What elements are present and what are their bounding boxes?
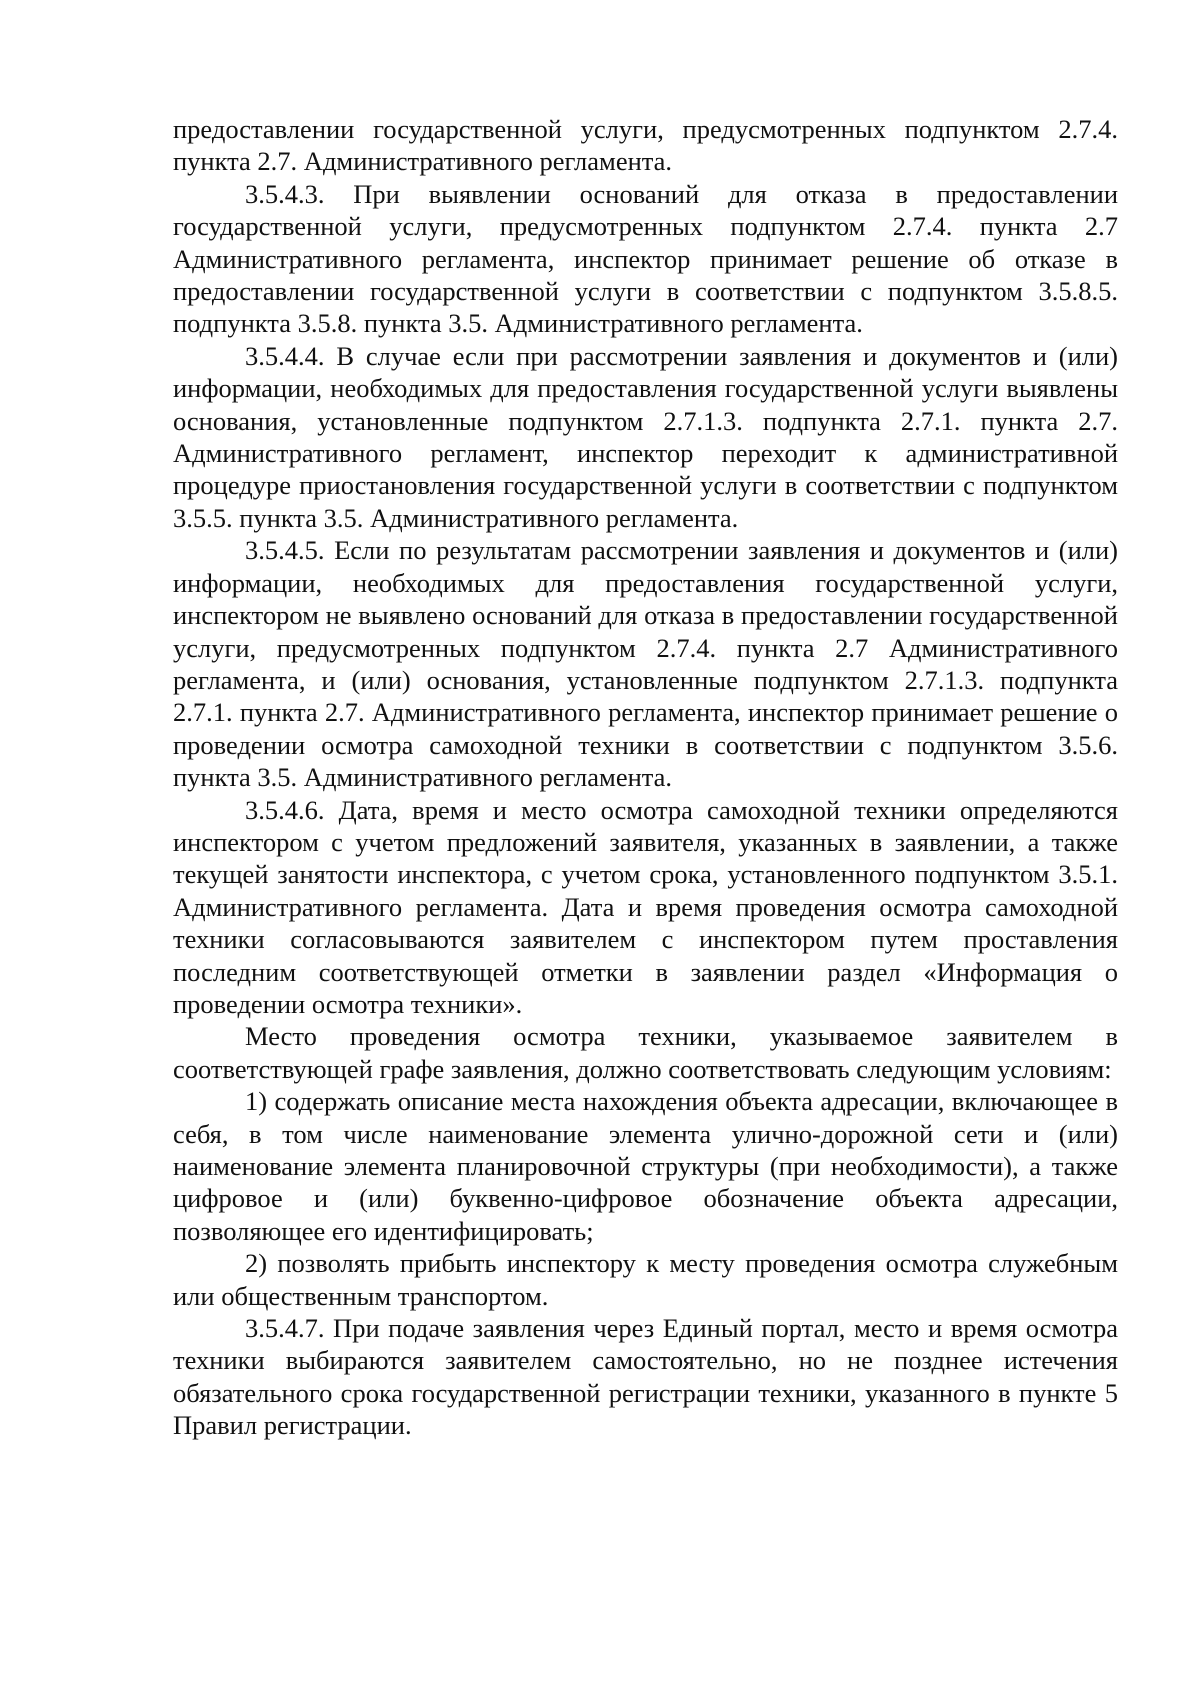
paragraph-3-5-4-3: 3.5.4.3. При выявлении оснований для отказа в предоставлении государственной услуги, предусмотренных подпунктом 2.7.4. пункта 2.7 Административного регламента, инспектор принимает решение об отказе в предоставлении государственной услуги в соответствии с подпунктом 3.5.8.5. подпункта 3.5.8. пункта 3.5. Административного регламента. (173, 178, 1118, 339)
paragraph-continuation: предоставлении государственной услуги, предусмотренных подпунктом 2.7.4. пункта 2.7. Административного регламента. (173, 114, 1118, 177)
paragraph-3-5-4-4: 3.5.4.4. В случае если при рассмотрении заявления и документов и (или) информации, необходимых для предоставления государственной услуги выявлены основания, установленные подпунктом 2.7.1.3. подпункта 2.7.1. пункта 2.7. Административного регламент, инспектор переходит к административной процедуре приостановления государственной услуги в соответствии с подпунктом 3.5.5. пункта 3.5. Административного регламента. (173, 340, 1118, 533)
document-body (173, 113, 1118, 1442)
paragraph-3-5-4-6: 3.5.4.6. Дата, время и место осмотра самоходной техники определяются инспектором с учетом предложений заявителя, указанных в заявлении, а также текущей занятости инспектора, с учетом срока, установленного подпунктом 3.5.1. Административного регламента. Дата и время проведения осмотра самоходной техники согласовываются заявителем с инспектором путем проставления последним соответствующей отметки в заявлении раздел «Информация о проведении осмотра техники». (173, 794, 1118, 1019)
list-item-1: 1) содержать описание места нахождения объекта адресации, включающее в себя, в том числе наименование элемента улично-дорожной сети и (или) наименование элемента планировочной структуры (при необходимости), а также цифровое и (или) буквенно-цифровое обозначение объекта адресации, позволяющее его идентифицировать; (173, 1086, 1118, 1246)
paragraph-inspection-place: Место проведения осмотра техники, указываемое заявителем в соответствующей графе заявления, должно соответствовать следующим условиям: (173, 1021, 1118, 1084)
list-item-2: 2) позволять прибыть инспектору к месту проведения осмотра служебным или общественным транспортом. (173, 1248, 1118, 1311)
paragraph-3-5-4-5: 3.5.4.5. Если по результатам рассмотрении заявления и документов и (или) информации, необходимых для предоставления государственной услуги, инспектором не выявлено оснований для отказа в предоставлении государственной услуги, предусмотренных подпунктом 2.7.4. пункта 2.7 Административного регламента, и (или) основания, установленные подпунктом 2.7.1.3. подпункта 2.7.1. пункта 2.7. Административного регламента, инспектор принимает решение о проведении осмотра самоходной техники в соответствии с подпунктом 3.5.6. пункта 3.5. Административного регламента. (173, 535, 1118, 793)
paragraph-3-5-4-7: 3.5.4.7. При подаче заявления через Единый портал, место и время осмотра техники выбираются заявителем самостоятельно, но не позднее истечения обязательного срока государственной регистрации техники, указанного в пункте 5 Правил регистрации. (173, 1313, 1118, 1441)
